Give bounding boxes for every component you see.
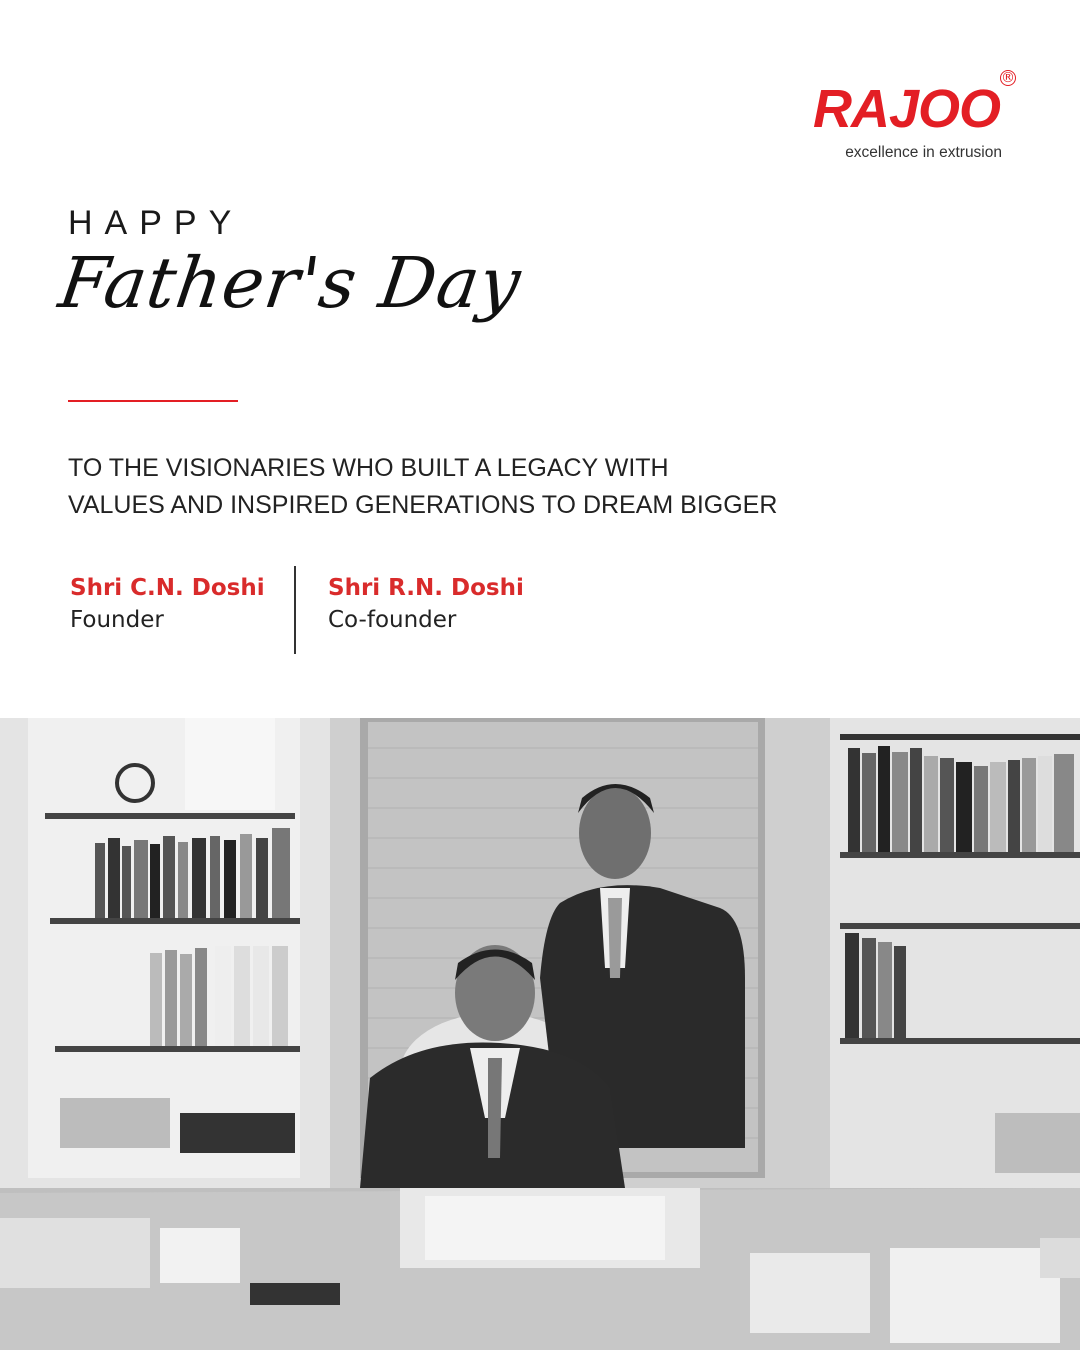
tribute-message bbox=[68, 450, 828, 524]
tribute-message-line-1: TO THE VISIONARIES WHO BUILT A LEGACY WITH bbox=[68, 454, 669, 482]
fathers-day-text: Father's Day bbox=[54, 242, 527, 324]
person-role: Co-founder bbox=[328, 607, 457, 633]
person-role: Founder bbox=[70, 607, 164, 633]
happy-heading: HAPPY bbox=[68, 204, 244, 242]
logo-wordmark: RAJOO bbox=[812, 79, 1000, 139]
office-photo bbox=[0, 718, 1080, 1350]
red-divider-line bbox=[68, 400, 238, 402]
tribute-message-line-2: VALUES AND INSPIRED GENERATIONS TO DREAM BIGGER bbox=[68, 491, 778, 519]
logo-tagline: excellence in extrusion bbox=[845, 144, 1002, 161]
office-photo-illustration bbox=[0, 718, 1080, 1350]
fathers-day-script-title bbox=[54, 242, 550, 388]
person-name: Shri R.N. Doshi bbox=[328, 575, 524, 601]
registered-mark-icon: ® bbox=[1001, 70, 1015, 86]
rajoo-logo bbox=[802, 70, 1015, 168]
vertical-divider bbox=[294, 566, 296, 654]
person-name: Shri C.N. Doshi bbox=[70, 575, 265, 601]
person-cofounder bbox=[328, 575, 524, 633]
person-founder bbox=[70, 575, 265, 633]
